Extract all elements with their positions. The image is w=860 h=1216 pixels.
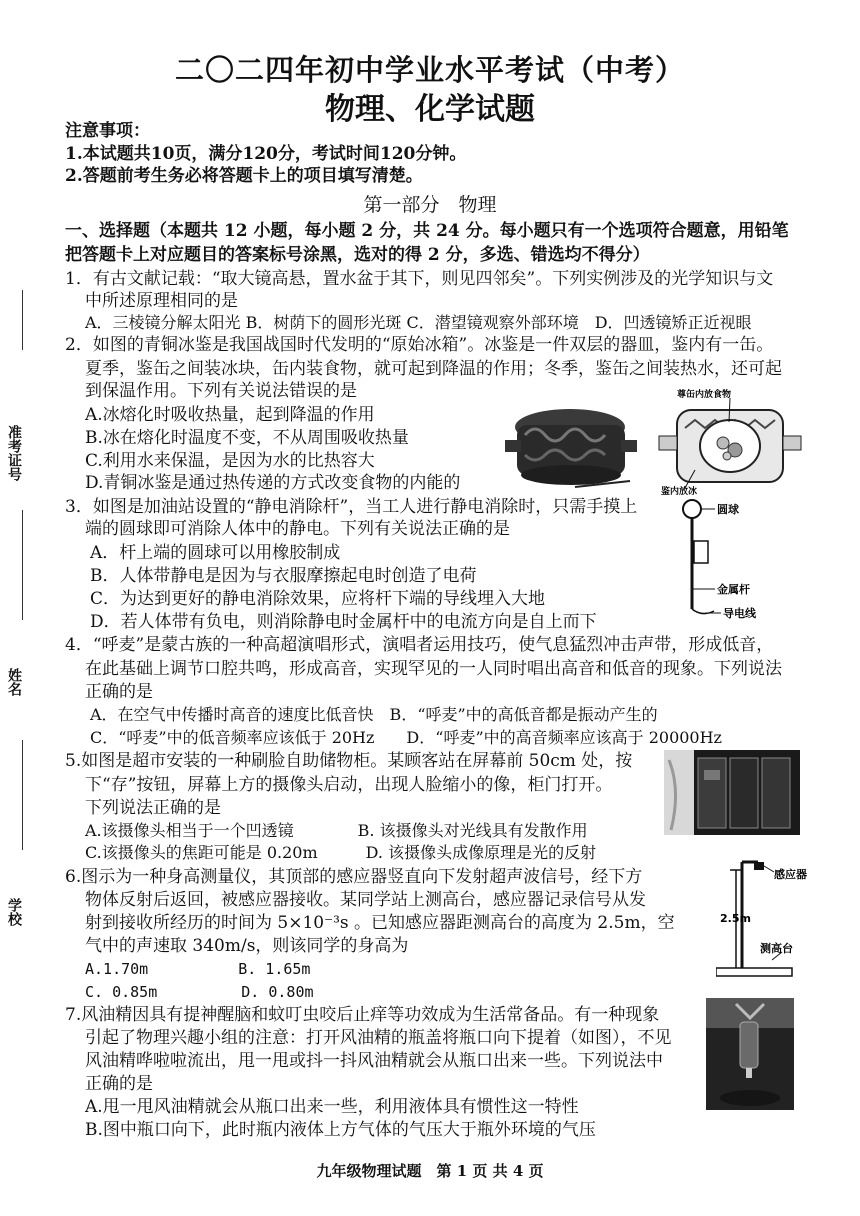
q2-option-a: A.冰熔化时吸收热量，起到降温的作用 xyxy=(85,405,375,425)
exam-subtitle: 物理、化学试题 xyxy=(325,92,535,127)
exam-title: 二〇二四年初中学业水平考试（中考） xyxy=(174,53,685,87)
notice-item-1: 1.本试题共10页，满分120分，考试时间120分钟。 xyxy=(65,144,467,164)
q2-fig-label-top: 尊缶内放食物 xyxy=(677,390,732,400)
section-instructions-line2: 把答题卡上对应题目的答案标号涂黑，选对的得 2 分，多选、错选均不得分） xyxy=(65,245,650,265)
margin-label-school: 学校 xyxy=(6,898,22,926)
margin-label-exam-id: 准考证号 xyxy=(6,425,22,481)
q7-stem-line3: 风油精哗啦啦流出，甩一甩或抖一抖风油精就会从瓶口出来一些。下列说法中 xyxy=(85,1051,663,1071)
q4-stem-line1: 4．“呼麦”是蒙古族的一种高超演唱形式，演唱者运用技巧，使气息猛烈冲击声带，形成低音， xyxy=(65,635,774,655)
q5-stem-line2: 下“存”按钮，屏幕上方的摄像头启动，出现人脸缩小的像，柜门打开。 xyxy=(85,775,613,795)
q3-static-rod-diagram xyxy=(675,497,785,622)
q6-stem-line1: 6.图示为一种身高测量仪，其顶部的感应器竖直向下发射超声波信号，经下方 xyxy=(65,867,643,887)
q6-stem-line4: 气中的声速取 340m/s，则该同学的身高为 xyxy=(85,936,409,956)
q4-options-ab: A．在空气中传播时高音的速度比低音快 B．“呼麦”中的高低音都是振动产生的 xyxy=(90,705,658,724)
q7-stem-line4: 正确的是 xyxy=(85,1074,153,1094)
q2-stem-line2: 夏季，鉴缶之间装冰块，缶内装食物，就可起到降温的作用；冬季，鉴缶之间装热水，还可起 xyxy=(85,359,782,379)
q6-height-meter-diagram xyxy=(716,848,816,980)
section-instructions-line1: 一、选择题（本题共 12 小题，每小题 2 分，共 24 分。每小题只有一个选项符合题意，用铅笔 xyxy=(65,221,789,241)
q3-fig-wire-label: 导电线 xyxy=(723,607,756,620)
q3-option-c: C．为达到更好的静电消除效果，应将杆下端的导线埋入大地 xyxy=(90,589,546,609)
q2-stem-line1: 2．如图的青铜冰鉴是我国战国时代发明的“原始冰箱”。冰鉴是一件双层的器皿，鉴内有一缶。 xyxy=(65,335,774,355)
q6-options-cd: C. 0.85m D. 0.80m xyxy=(85,983,314,1001)
notice-heading: 注意事项： xyxy=(65,121,150,141)
q6-fig-height-label: 2.5m xyxy=(720,912,751,925)
q3-option-d: D．若人体带有负电，则消除静电时金属杆中的电流方向是自上而下 xyxy=(90,612,597,632)
q4-stem-line3: 正确的是 xyxy=(85,682,153,702)
part-title: 第一部分 物理 xyxy=(363,194,497,216)
q2-fig-label-bottom: 鉴内放冰 xyxy=(661,487,698,496)
q7-option-b: B.图中瓶口向下，此时瓶内液体上方气体的气压大于瓶外环境的气压 xyxy=(85,1120,596,1140)
q5-options-ab: A.该摄像头相当于一个凹透镜 B. 该摄像头对光线具有发散作用 xyxy=(85,821,588,840)
q2-option-b: B.冰在熔化时温度不变，不从周围吸收热量 xyxy=(85,428,409,448)
q4-stem-line2: 在此基础上调节口腔共鸣，形成高音，实现罕见的一人同时唱出高音和低音的现象。下列说法 xyxy=(85,659,782,679)
page-footer: 九年级物理试题 第 1 页 共 4 页 xyxy=(316,1162,544,1180)
q3-option-a: A．杆上端的圆球可以用橡胶制成 xyxy=(90,543,341,563)
q2-stem-line3: 到保温作用。下列有关说法错误的是 xyxy=(85,381,357,401)
q3-option-b: B．人体带静电是因为与衣服摩擦起电时创造了电荷 xyxy=(90,566,477,586)
q2-option-c: C.利用水来保温，是因为水的比热容大 xyxy=(85,451,375,471)
q3-fig-rod-label: 金属杆 xyxy=(717,583,750,596)
q1-stem-line2: 中所述原理相同的是 xyxy=(85,291,238,311)
q7-option-a: A.甩一甩风油精就会从瓶口出来一些，利用液体具有惯性这一特性 xyxy=(85,1097,579,1117)
q3-stem-line1: 3．如图是加油站设置的“静电消除杆”，当工人进行静电消除时，只需手摸上 xyxy=(65,497,638,517)
margin-rule-top xyxy=(22,290,23,350)
q6-options-ab: A.1.70m B. 1.65m xyxy=(85,960,311,978)
q7-stem-line1: 7.风油精因具有提神醒脑和蚊叮虫咬后止痒等功效成为生活常备品。有一种现象 xyxy=(65,1005,660,1025)
margin-rule-exam-id xyxy=(22,510,23,620)
q6-fig-sensor-label: 感应器 xyxy=(774,868,807,881)
q6-fig-platform-label: 测高台 xyxy=(760,942,793,955)
q3-stem-line2: 端的圆球即可消除人体中的静电。下列有关说法正确的是 xyxy=(85,519,510,539)
q6-stem-line2: 物体反射后返回，被感应器接收。某同学站上测高台，感应器记录信号从发 xyxy=(85,890,646,910)
q5-options-cd: C.该摄像头的焦距可能是 0.20m D. 该摄像头成像原理是光的反射 xyxy=(85,843,597,862)
q7-stem-line2: 引起了物理兴趣小组的注意：打开风油精的瓶盖将瓶口向下提着（如图），不见 xyxy=(85,1028,672,1048)
q4-options-cd: C．“呼麦”中的低音频率应该低于 20Hz D．“呼麦”中的高音频率应该高于 20000Hz xyxy=(90,728,722,747)
q2-bronze-jian-diagram xyxy=(655,388,805,496)
q5-stem-line3: 下列说法正确的是 xyxy=(85,798,221,818)
q2-option-d: D.青铜冰鉴是通过热传递的方式改变食物的内能的 xyxy=(85,473,461,493)
q2-bronze-jian-photo xyxy=(505,395,640,495)
q5-stem-line1: 5.如图是超市安装的一种刷脸自助储物柜。某顾客站在屏幕前 50cm 处，按 xyxy=(65,751,633,771)
q1-stem-line1: 1．有古文献记载：“取大镜高悬，置水盆于其下，则见四邻矣”。下列实例涉及的光学知识与文 xyxy=(65,269,774,289)
q3-fig-ball-label: 圆球 xyxy=(717,503,739,516)
notice-item-2: 2.答题前考生务必将答题卡上的项目填写清楚。 xyxy=(65,166,423,186)
q5-locker-photo xyxy=(664,750,800,835)
margin-label-name: 姓名 xyxy=(6,668,22,696)
q1-options: A．三棱镜分解太阳光 B．树荫下的圆形光斑 C．潜望镜观察外部环境 D．凹透镜矫正近视眼 xyxy=(85,313,752,332)
q6-stem-line3: 射到接收所经历的时间为 5×10⁻³s 。已知感应器距测高台的高度为 2.5m，空 xyxy=(85,913,675,933)
q7-oil-bottle-photo xyxy=(706,998,794,1110)
margin-rule-name xyxy=(22,740,23,850)
